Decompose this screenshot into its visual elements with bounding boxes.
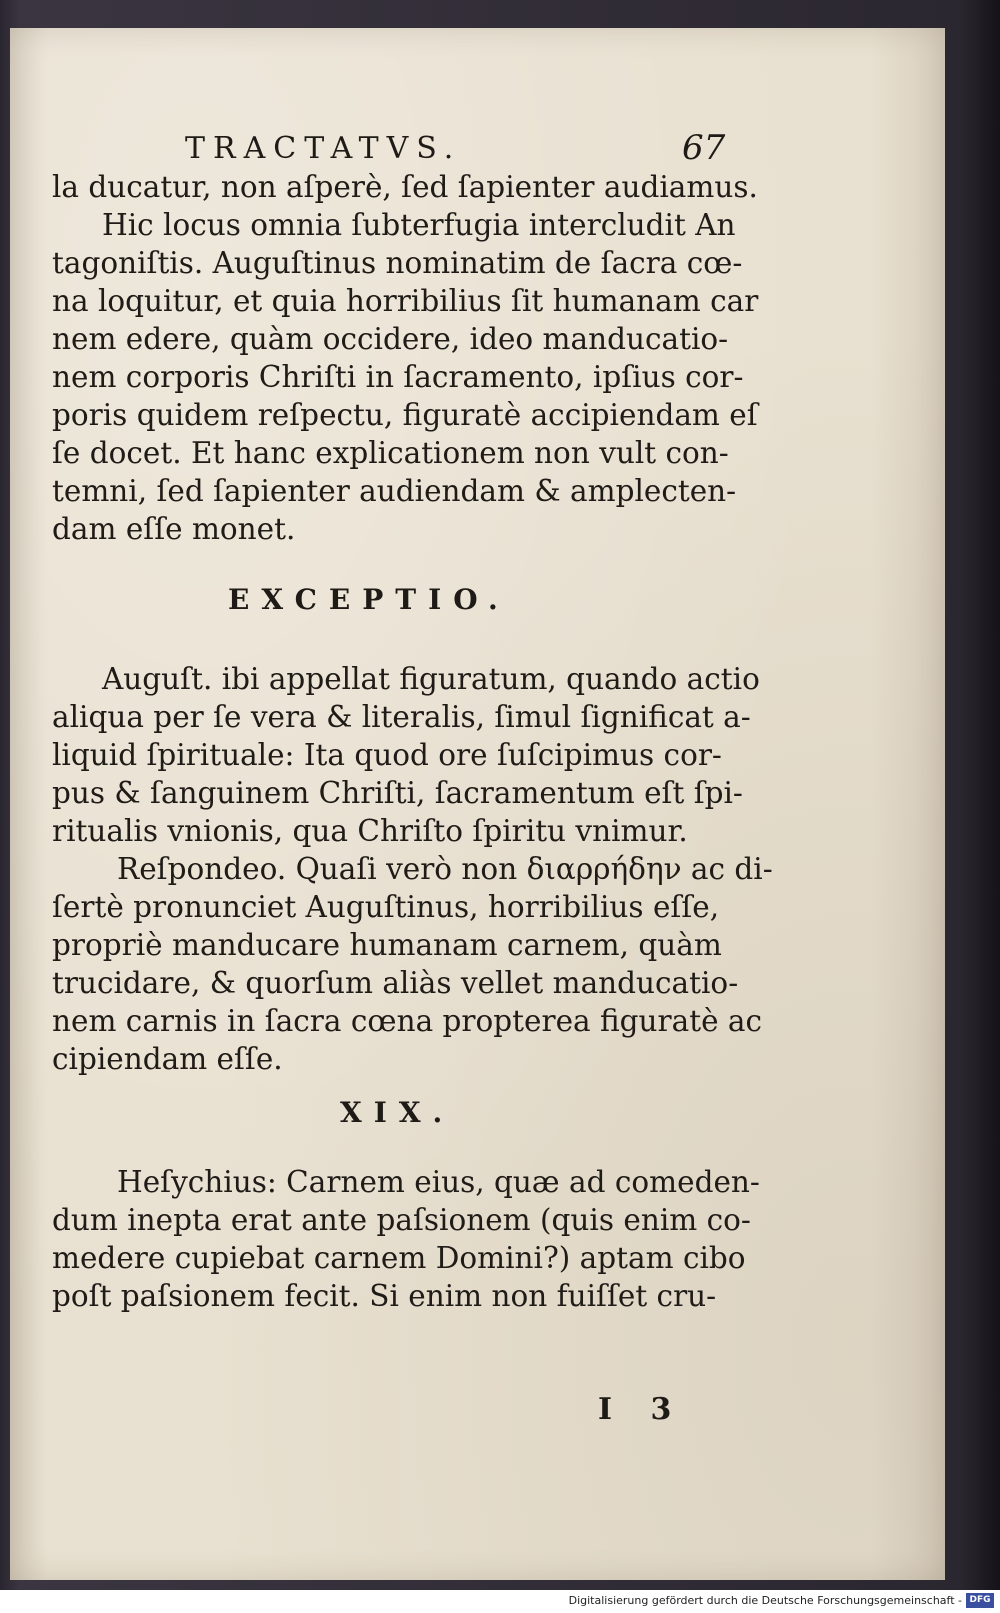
- text-line: aliqua per ſe vera & literalis, ſimul ſignificat a-: [52, 700, 751, 734]
- book-page: [10, 28, 945, 1580]
- section-heading-exceptio: EXCEPTIO.: [228, 583, 510, 616]
- paragraph-1: [52, 168, 759, 548]
- section-heading-xix: XIX.: [340, 1096, 455, 1129]
- text-line: pus & ſanguinem Chriſti, ſacramentum eſt ſpi-: [52, 776, 743, 810]
- text-line: medere cupiebat carnem Domini?) aptam cibo: [52, 1241, 746, 1275]
- text-line: nem corporis Chriſti in ſacramento, ipſius cor-: [52, 360, 744, 394]
- text-line: la ducatur, non aſperè, ſed ſapienter audiamus.: [52, 170, 758, 204]
- paragraph-4: [52, 1163, 760, 1315]
- text-line: Reſpondeo. Quaſi verò non διαρρήδην ac di-: [117, 852, 773, 886]
- text-line: liquid ſpirituale: Ita quod ore ſuſcipimus cor-: [52, 738, 722, 772]
- text-line: poſt paſsionem fecit. Si enim non fuiſſet cru-: [52, 1279, 717, 1313]
- text-line: nem carnis in ſacra cœna propterea figuratè ac: [52, 1004, 763, 1038]
- text-line: Hic locus omnia ſubterfugia intercludit An: [102, 208, 736, 242]
- text-line: nem edere, quàm occidere, ideo manducatio-: [52, 322, 729, 356]
- paragraph-3: [52, 850, 773, 1078]
- text-line: ritualis vnionis, qua Chriſto ſpiritu vnimur.: [52, 814, 688, 848]
- dfg-logo-icon: DFG: [966, 1593, 994, 1608]
- signature-mark: I 3: [598, 1392, 686, 1427]
- footer-bar: [0, 1590, 1000, 1613]
- text-line: Auguſt. ibi appellat figuratum, quando actio: [102, 662, 760, 696]
- page-number: 67: [682, 128, 726, 168]
- text-line: propriè manducare humanam carnem, quàm: [52, 928, 722, 962]
- text-line: tagoniſtis. Auguſtinus nominatim de ſacra cœ-: [52, 246, 743, 280]
- text-line: cipiendam eſſe.: [52, 1042, 283, 1076]
- footer-credit: Digitalisierung gefördert durch die Deutsche Forschungsgemeinschaft -: [568, 1594, 962, 1607]
- text-line: ſe docet. Et hanc explicationem non vult con-: [52, 436, 729, 470]
- text-line: na loquitur, et quia horribilius ſit humanam car: [52, 284, 759, 318]
- text-line: trucidare, & quorſum aliàs vellet manducatio-: [52, 966, 739, 1000]
- text-line: Heſychius: Carnem eius, quæ ad comeden-: [117, 1165, 760, 1199]
- text-line: dum inepta erat ante paſsionem (quis enim co-: [52, 1203, 751, 1237]
- text-line: ſertè pronunciet Auguſtinus, horribilius eſſe,: [52, 890, 720, 924]
- running-head: TRACTATVS.: [185, 131, 462, 166]
- text-line: dam eſſe monet.: [52, 512, 296, 546]
- text-line: temni, ſed ſapienter audiendam & amplecten-: [52, 474, 737, 508]
- paragraph-2: [52, 660, 760, 850]
- text-line: poris quidem reſpectu, figuratè accipiendam eſ: [52, 398, 758, 432]
